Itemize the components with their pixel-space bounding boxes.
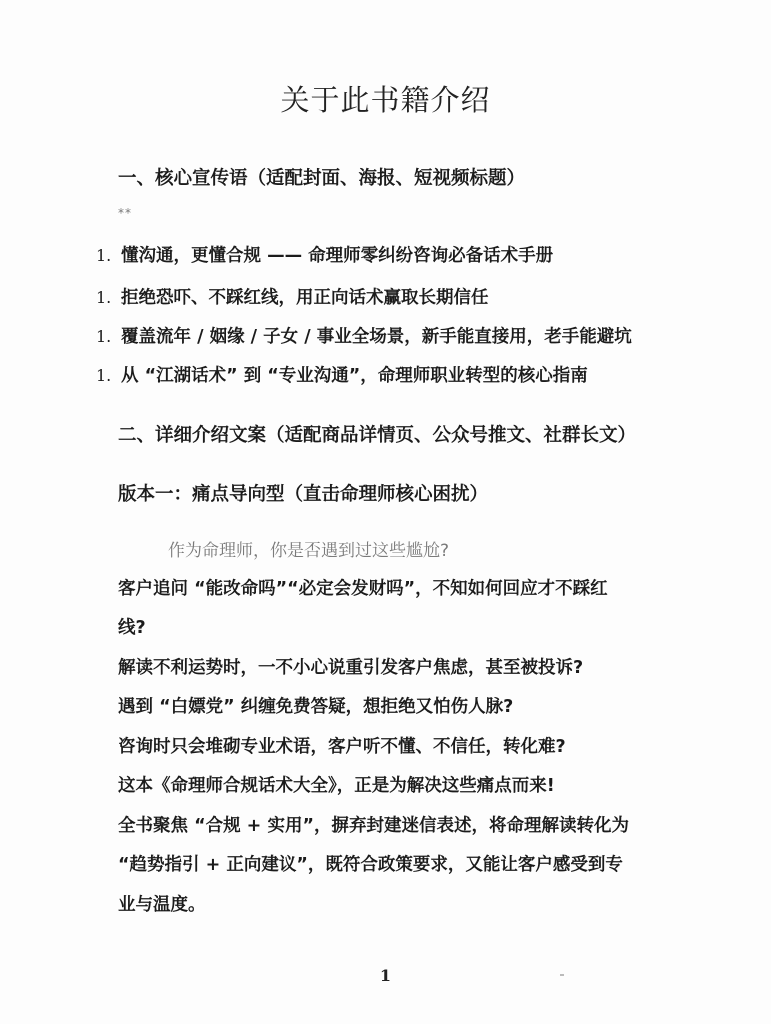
- body-paragraph: 咨询时只会堆砌专业术语，客户听不懂、不信任，转化难?: [118, 737, 566, 757]
- list-number: 1.: [96, 327, 112, 346]
- body-paragraph: 解读不利运势时，一不小心说重引发客户焦虑，甚至被投诉?: [118, 658, 584, 678]
- list-number: 1.: [96, 246, 112, 265]
- body-paragraph: 遇到 “白嫖党” 纠缠免费答疑，想拒绝又怕伤人脉?: [118, 697, 514, 717]
- body-paragraph: 业与温度。: [118, 895, 206, 915]
- version-heading: 版本一：痛点导向型（直击命理师核心困扰）: [118, 484, 489, 505]
- list-item: [96, 284, 489, 309]
- section-heading-details: 二、详细介绍文案（适配商品详情页、公众号推文、社群长文）: [118, 425, 637, 446]
- body-paragraph: “趋势指引 + 正向建议”，既符合政策要求，又能让客户感受到专: [118, 855, 623, 875]
- page-title: 关于此书籍介绍: [280, 83, 491, 117]
- section-heading-slogans: 一、核心宣传语（适配封面、海报、短视频标题）: [118, 168, 526, 189]
- intro-question: 作为命理师，你是否遇到过这些尴尬?: [168, 541, 450, 561]
- list-item-text: 覆盖流年 / 姻缘 / 子女 / 事业全场景，新手能直接用，老手能避坑: [121, 327, 632, 347]
- list-number: 1.: [96, 366, 112, 385]
- body-paragraph: 这本《命理师合规话术大全》，正是为解决这些痛点而来!: [118, 776, 555, 796]
- scan-speck: [560, 974, 564, 976]
- asterisks-marker: **: [118, 206, 132, 220]
- list-item: [96, 242, 553, 267]
- body-paragraph: 全书聚焦 “合规 + 实用”，摒弃封建迷信表述，将命理解读转化为: [118, 816, 629, 836]
- list-number: 1.: [96, 288, 112, 307]
- body-paragraph: 线?: [118, 618, 146, 638]
- body-paragraph: 客户追问 “能改命吗”“必定会发财吗”，不知如何回应才不踩红: [118, 579, 608, 599]
- page-number: 1: [379, 966, 392, 985]
- list-item: [96, 362, 588, 387]
- list-item: [96, 323, 632, 348]
- list-item-text: 懂沟通，更懂合规 —— 命理师零纠纷咨询必备话术手册: [121, 246, 554, 266]
- list-item-text: 从 “江湖话术” 到 “专业沟通”，命理师职业转型的核心指南: [121, 366, 588, 386]
- list-item-text: 拒绝恐吓、不踩红线，用正向话术赢取长期信任: [121, 288, 489, 308]
